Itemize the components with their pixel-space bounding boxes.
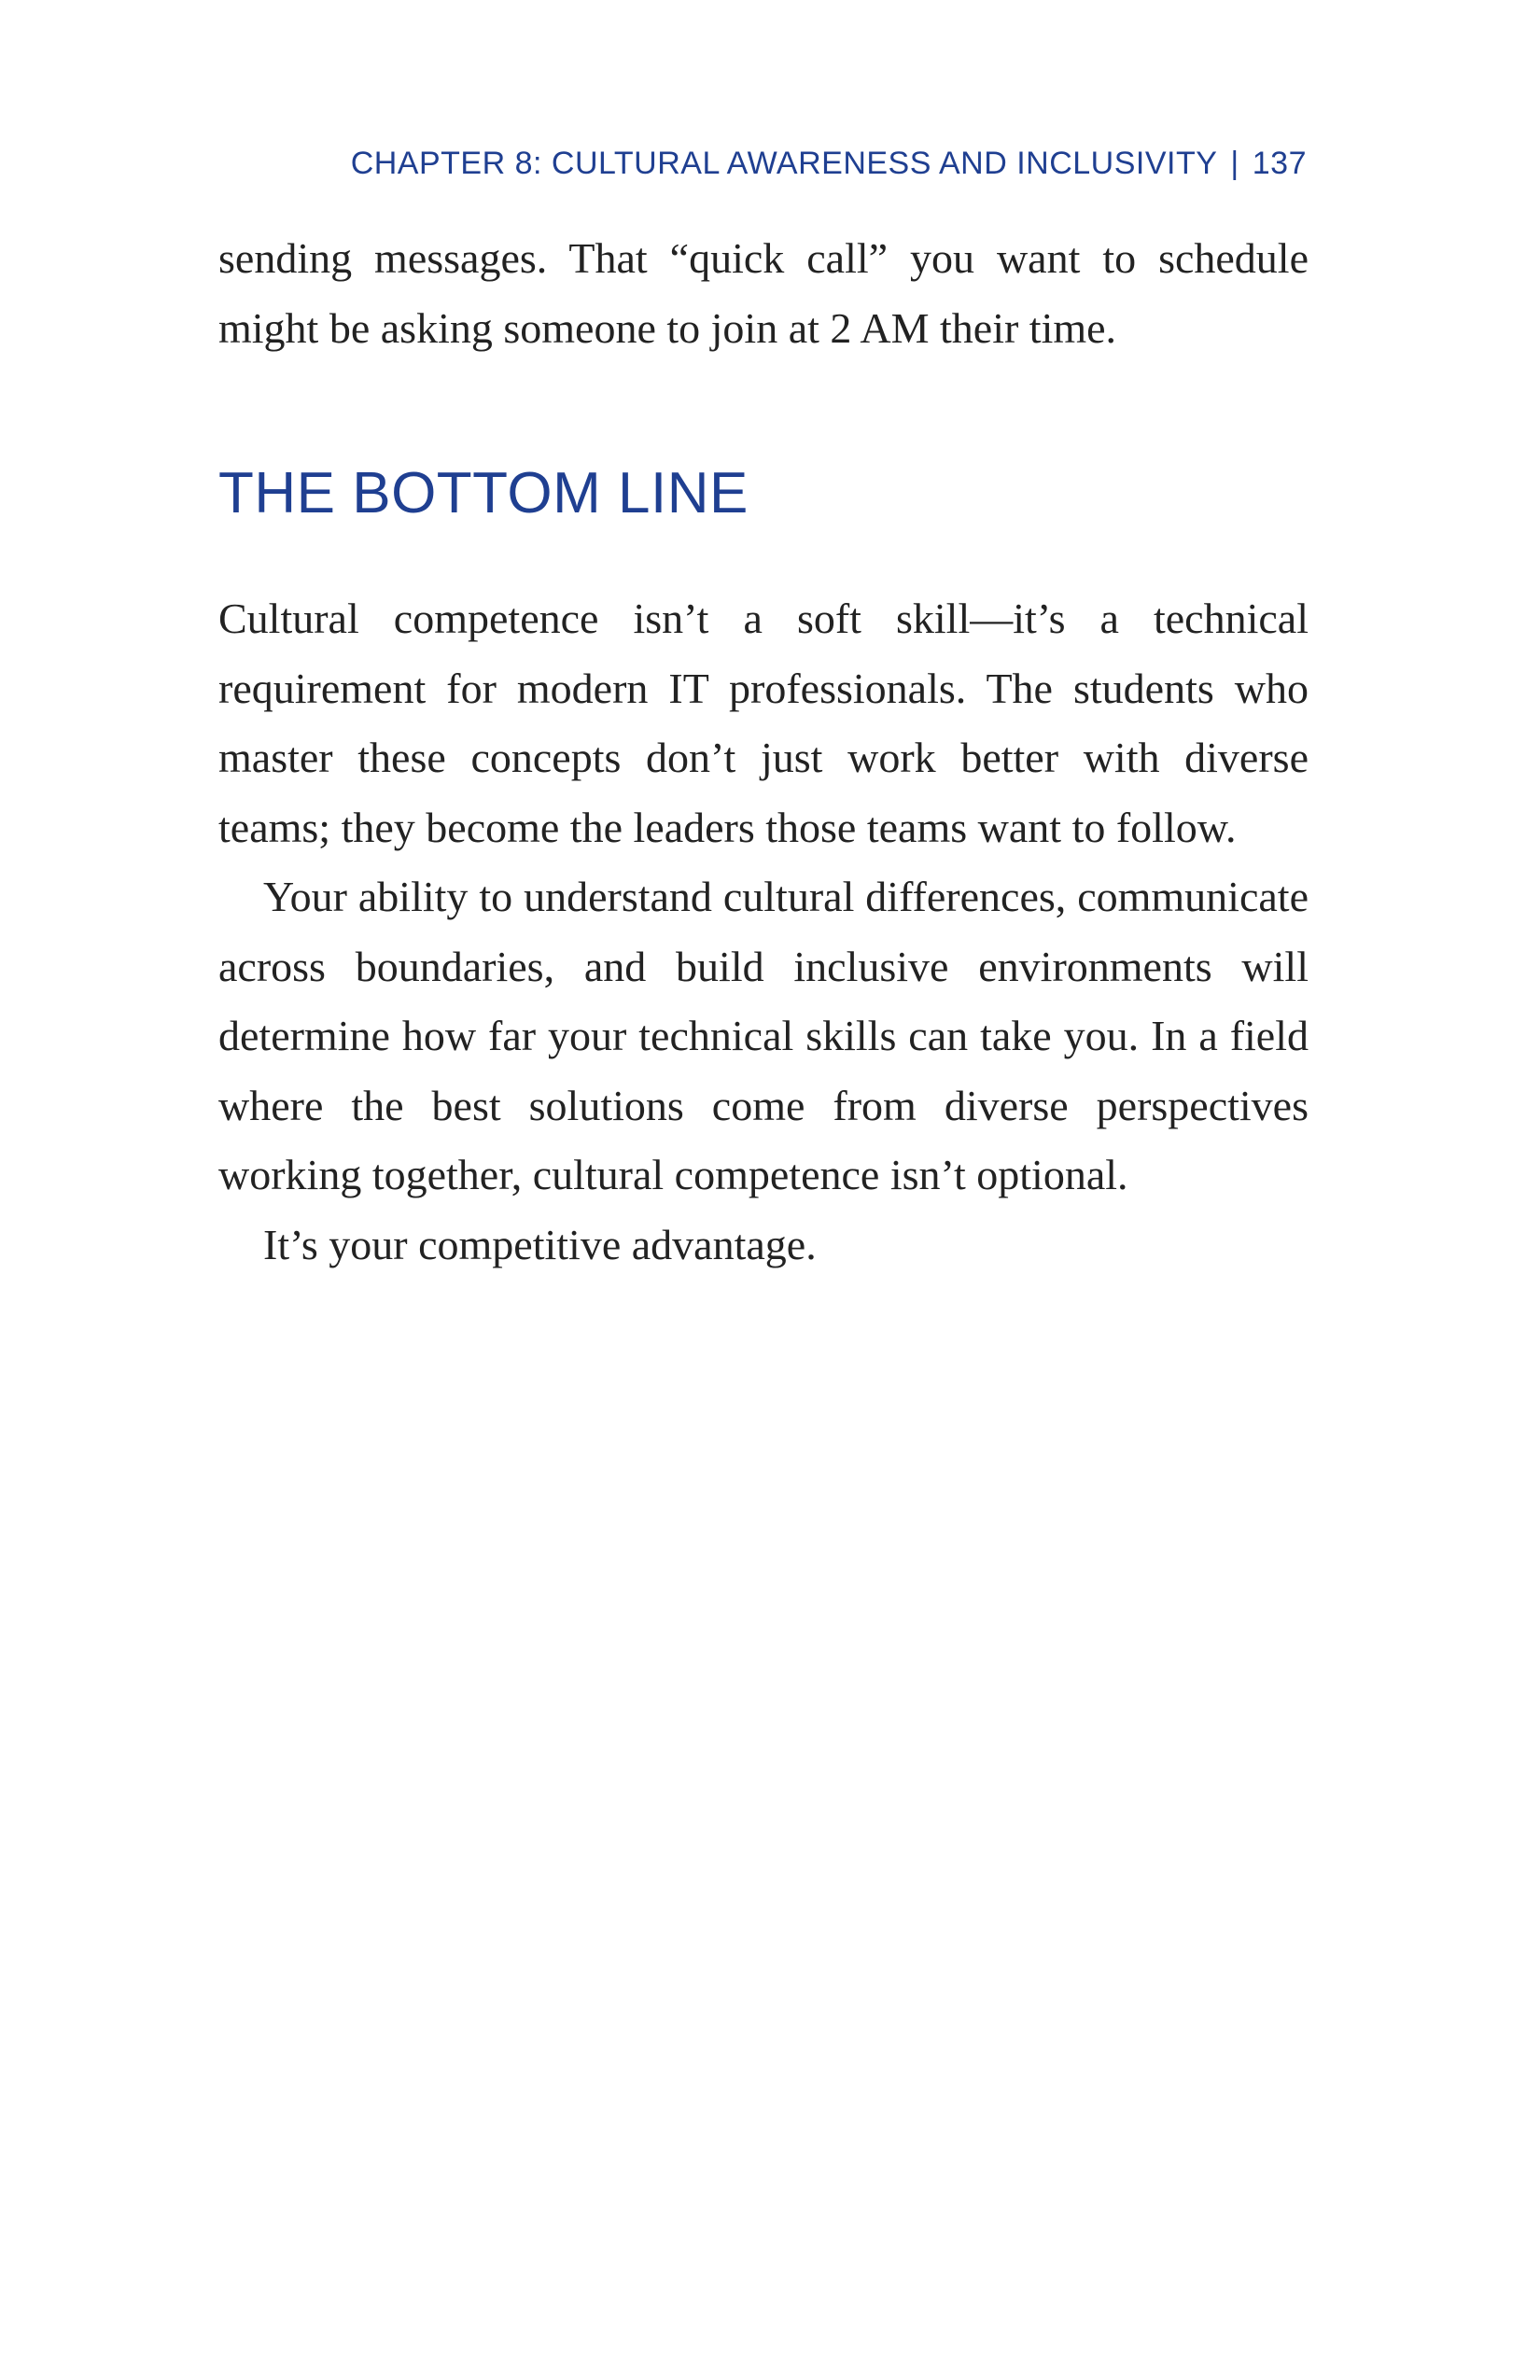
header-separator: | [1230,146,1239,181]
continued-paragraph: sending messages. That “quick call” you want to schedule might be asking someone to join at 2 AM their time. [218,234,1309,352]
section-heading: THE BOTTOM LINE [218,461,749,525]
running-header [351,145,1307,182]
chapter-title: CHAPTER 8: CULTURAL AWARENESS AND INCLUSIVITY [350,146,1218,181]
page-body [218,224,1309,1280]
body-paragraph-3: It’s your competitive advantage. [263,1220,817,1268]
body-paragraph-2: Your ability to understand cultural differences, communicate across boundaries, and build inclusive environments will determine how far your technical skills can take you. In a field where the best solutions come from diverse perspectives working together, cultural competence isn’t optional. [218,873,1309,1198]
page-number: 137 [1252,146,1307,181]
body-paragraph-1: Cultural competence isn’t a soft skill—it’s a technical requirement for modern IT professionals. The students who master these concepts don’t just work better with diverse teams; they become the leaders those teams want to follow. [218,595,1309,851]
